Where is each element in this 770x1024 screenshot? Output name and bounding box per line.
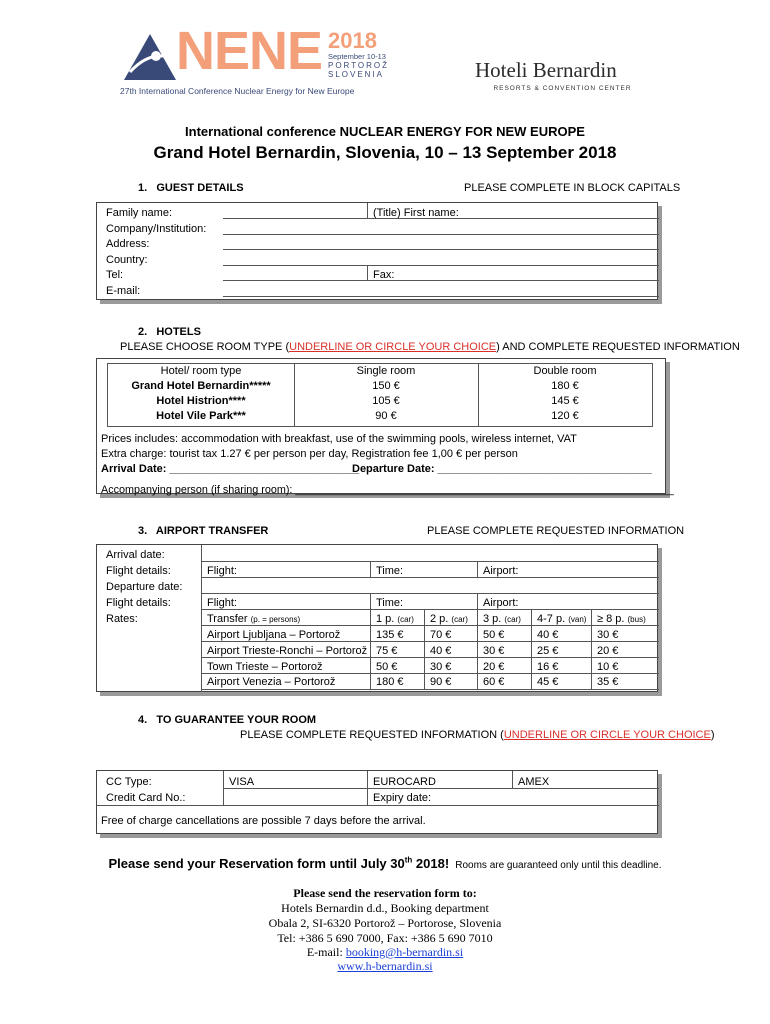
address-label: Address: <box>106 238 150 250</box>
route-0-1p[interactable]: 135 € <box>376 629 404 641</box>
web-line <box>0 959 770 974</box>
rates-row-5-bottom <box>201 689 659 690</box>
hotel-logo <box>475 58 650 92</box>
send-deadline-before: Please send your Reservation form until July 30 <box>108 856 405 872</box>
hotel-name-1[interactable]: Hotel Histrion**** <box>156 395 246 407</box>
rates-label: Rates: <box>106 613 138 625</box>
hotels-instr-after: ) AND COMPLETE REQUESTED INFORMATION <box>496 341 740 353</box>
route-1-2p[interactable]: 40 € <box>430 645 452 657</box>
email-line-label: E-mail: <box>306 945 346 959</box>
guarantee-instr-red: UNDERLINE OR CIRCLE YOUR CHOICE <box>503 729 711 741</box>
departure-date-field[interactable] <box>201 593 659 594</box>
accompanying-field[interactable]: Accompanying person (if sharing room): _______________________________________________________________ <box>101 484 674 496</box>
guest-note: PLEASE COMPLETE IN BLOCK CAPITALS <box>464 182 681 194</box>
route-0-2p[interactable]: 70 € <box>430 629 452 641</box>
send-to-heading: Please send the reservation form to: <box>293 886 477 900</box>
route-0-4-7p[interactable]: 40 € <box>537 629 559 641</box>
flight-row-1-bottom <box>201 577 659 578</box>
address-line-3: Tel: +386 5 690 7000, Fax: +386 5 690 7010 <box>277 931 493 945</box>
hotel-single-1[interactable]: 105 € <box>372 395 400 407</box>
fax-label: Fax: <box>373 269 395 281</box>
hotel-double-1[interactable]: 145 € <box>551 395 579 407</box>
email-line <box>0 945 770 960</box>
col-3p-sub: (car) <box>504 615 521 624</box>
website-link[interactable]: www.h-bernardin.si <box>337 959 433 973</box>
send-deadline-text <box>109 856 450 871</box>
route-3-8p[interactable]: 35 € <box>597 676 619 688</box>
tel-field[interactable] <box>223 280 367 281</box>
address-field[interactable] <box>223 249 659 250</box>
transfer-note: PLEASE COMPLETE REQUESTED INFORMATION <box>427 525 685 537</box>
route-1-1p[interactable]: 75 € <box>376 645 398 657</box>
route-name-1[interactable]: Airport Trieste-Ronchi – Portorož <box>207 645 368 657</box>
tel-label: Tel: <box>106 269 124 281</box>
address-line-2: Obala 2, SI-6320 Portorož – Portorose, Slovenia <box>268 916 502 930</box>
hotel-subtitle: RESORTS & CONVENTION CENTER <box>493 85 632 92</box>
col-1p-main: 1 p. <box>376 613 395 625</box>
airport-field-2[interactable]: Airport: <box>483 597 519 609</box>
transfer-label: Transfer <box>207 613 248 625</box>
rate-col-divider-2p <box>424 609 425 689</box>
time-col-divider-1 <box>370 561 371 577</box>
logo-year: 2018 <box>328 28 377 53</box>
transfer-box <box>96 544 658 692</box>
arrival-date-field[interactable]: Arrival Date: _______________________________ <box>101 463 360 475</box>
col-hotel-header: Hotel/ room type <box>160 365 242 377</box>
email-field[interactable] <box>223 296 659 297</box>
time-field-2[interactable]: Time: <box>376 597 404 609</box>
route-1-4-7p[interactable]: 25 € <box>537 645 559 657</box>
eurocard-option[interactable]: EUROCARD <box>373 776 436 788</box>
hotel-single-2[interactable]: 90 € <box>375 410 397 422</box>
triangle-logo-icon <box>122 32 178 82</box>
route-0-8p[interactable]: 30 € <box>597 629 619 641</box>
hotels-instr-before: PLEASE CHOOSE ROOM TYPE ( <box>120 341 290 353</box>
col-3p-main: 3 p. <box>483 613 502 625</box>
route-3-1p[interactable]: 180 € <box>376 676 404 688</box>
col-2p-main: 2 p. <box>430 613 449 625</box>
country-field[interactable] <box>223 265 659 266</box>
route-1-8p[interactable]: 20 € <box>597 645 619 657</box>
page-title: International conference NUCLEAR ENERGY FOR NEW EUROPE <box>185 124 585 139</box>
guarantee-instr-after: ) <box>710 729 715 741</box>
hotels-heading: 2. HOTELS <box>138 326 201 338</box>
guarantee-box <box>96 770 658 834</box>
cc-type-label: CC Type: <box>106 776 152 788</box>
prices-include: Prices includes: accommodation with breakfast, use of the swimming pools, wireless internet, VAT <box>101 433 577 445</box>
airport-col-divider-1 <box>477 561 478 577</box>
departure-date-field[interactable]: Departure Date: ___________________________________ <box>352 463 652 475</box>
col-4-7p <box>537 613 586 625</box>
route-2-1p[interactable]: 50 € <box>376 661 398 673</box>
hotel-single-0[interactable]: 150 € <box>372 380 400 392</box>
fax-divider <box>367 265 368 281</box>
route-3-3p[interactable]: 60 € <box>483 676 505 688</box>
route-name-2[interactable]: Town Trieste – Portorož <box>207 661 323 673</box>
time-col-divider-2 <box>370 593 371 689</box>
route-name-0[interactable]: Airport Ljubljana – Portorož <box>207 629 341 641</box>
hotels-instr-red: UNDERLINE OR CIRCLE YOUR CHOICE <box>289 341 497 353</box>
route-3-4-7p[interactable]: 45 € <box>537 676 559 688</box>
hotels-box <box>96 358 674 496</box>
col-8p <box>597 613 646 625</box>
departure-date-label: Departure date: <box>106 581 183 593</box>
logo-dates: September 10-13 <box>328 52 386 61</box>
cc-amex-divider <box>512 771 513 788</box>
col-2p <box>430 613 468 625</box>
address-line-1: Hotels Bernardin d.d., Booking department <box>281 901 489 915</box>
first-name-divider <box>367 203 368 219</box>
transfer-persons-note: (p. = persons) <box>250 615 301 624</box>
transfer-header <box>207 613 300 625</box>
hotel-brand: Hoteli Bernardin <box>475 58 617 82</box>
rate-col-divider-4p <box>531 609 532 689</box>
family-name-field[interactable] <box>223 218 367 219</box>
hotel-double-0[interactable]: 180 € <box>551 380 579 392</box>
col-1p-sub: (car) <box>397 615 414 624</box>
first-name-label: (Title) First name: <box>373 207 459 219</box>
guarantee-heading: 4. TO GUARANTEE YOUR ROOM <box>138 714 317 726</box>
route-2-4-7p[interactable]: 16 € <box>537 661 559 673</box>
email-label: E-mail: <box>106 285 141 297</box>
hotel-name-0[interactable]: Grand Hotel Bernardin***** <box>131 380 271 392</box>
logo-letters: NENE <box>176 21 323 81</box>
send-deadline <box>0 856 770 871</box>
hotels-instruction <box>120 341 740 353</box>
arrival-date-label: Arrival date: <box>106 549 165 561</box>
col-2p-sub: (car) <box>451 615 468 624</box>
logo-city: PORTOROŽ <box>328 61 390 70</box>
hotel-name-2[interactable]: Hotel Vile Park*** <box>156 410 246 422</box>
send-deadline-small: Rooms are guaranteed only until this deadline. <box>455 860 662 872</box>
amex-option[interactable]: AMEX <box>518 776 550 788</box>
flight-field-1[interactable]: Flight: <box>207 565 237 577</box>
time-field-1[interactable]: Time: <box>376 565 404 577</box>
company-field[interactable] <box>223 234 659 235</box>
col-3p <box>483 613 521 625</box>
col-single-header: Single room <box>356 365 416 377</box>
send-deadline-sup: th <box>404 856 413 865</box>
guarantee-instruction <box>240 729 715 741</box>
route-2-2p[interactable]: 30 € <box>430 661 452 673</box>
col-1p <box>376 613 414 625</box>
logo-subtitle: 27th International Conference Nuclear Energy for New Europe <box>120 86 355 96</box>
guarantee-instr-before: PLEASE COMPLETE REQUESTED INFORMATION ( <box>240 729 504 741</box>
col-8p-main: ≥ 8 p. <box>597 613 625 625</box>
country-label: Country: <box>106 254 148 266</box>
hotel-double-2[interactable]: 120 € <box>551 410 579 422</box>
arrival-date-field[interactable] <box>201 561 659 562</box>
col-4-7p-sub: (van) <box>568 615 587 624</box>
route-name-3[interactable]: Airport Venezia – Portorož <box>207 676 336 688</box>
cancellation-note: Free of charge cancellations are possible 7 days before the arrival. <box>101 815 426 827</box>
extra-charge: Extra charge: tourist tax 1.27 € per person per day, Registration fee 1,00 € per person <box>101 448 518 460</box>
page-subtitle: Grand Hotel Bernardin, Slovenia, 10 – 13 September 2018 <box>153 143 617 162</box>
family-name-label: Family name: <box>106 207 173 219</box>
route-2-8p[interactable]: 10 € <box>597 661 619 673</box>
card-number-field[interactable] <box>224 789 366 805</box>
visa-option[interactable]: VISA <box>229 776 255 788</box>
route-1-3p[interactable]: 30 € <box>483 645 505 657</box>
send-deadline-after: 2018! <box>412 856 450 872</box>
route-0-3p[interactable]: 50 € <box>483 629 505 641</box>
transfer-heading: 3. AIRPORT TRANSFER <box>138 525 269 537</box>
guest-heading: 1. GUEST DETAILS <box>138 182 244 194</box>
email-link[interactable]: booking@h-bernardin.si <box>345 945 464 959</box>
conference-logo <box>118 21 398 102</box>
expiry-date-field[interactable]: Expiry date: <box>373 792 432 804</box>
company-label: Company/Institution: <box>106 223 207 235</box>
flight-field-2[interactable]: Flight: <box>207 597 237 609</box>
col-4-7p-main: 4-7 p. <box>537 613 566 625</box>
rate-col-divider-8p <box>591 609 592 689</box>
transfer-left-divider <box>201 545 202 692</box>
room-table <box>107 363 653 427</box>
first-name-field[interactable] <box>367 218 659 219</box>
flight-details-label-2: Flight details: <box>106 597 171 609</box>
guest-details-box <box>96 202 658 300</box>
airport-field-1[interactable]: Airport: <box>483 565 519 577</box>
cc-no-label: Credit Card No.: <box>106 792 186 804</box>
route-2-3p[interactable]: 20 € <box>483 661 505 673</box>
logo-country: SLOVENIA <box>328 70 385 79</box>
fax-field[interactable] <box>367 280 659 281</box>
airport-col-divider-2 <box>477 593 478 689</box>
col-double-header: Double room <box>533 365 597 377</box>
flight-details-label-1: Flight details: <box>106 565 171 577</box>
col-8p-sub: (bus) <box>627 615 646 624</box>
route-3-2p[interactable]: 90 € <box>430 676 452 688</box>
cc-box-divider <box>97 805 659 806</box>
